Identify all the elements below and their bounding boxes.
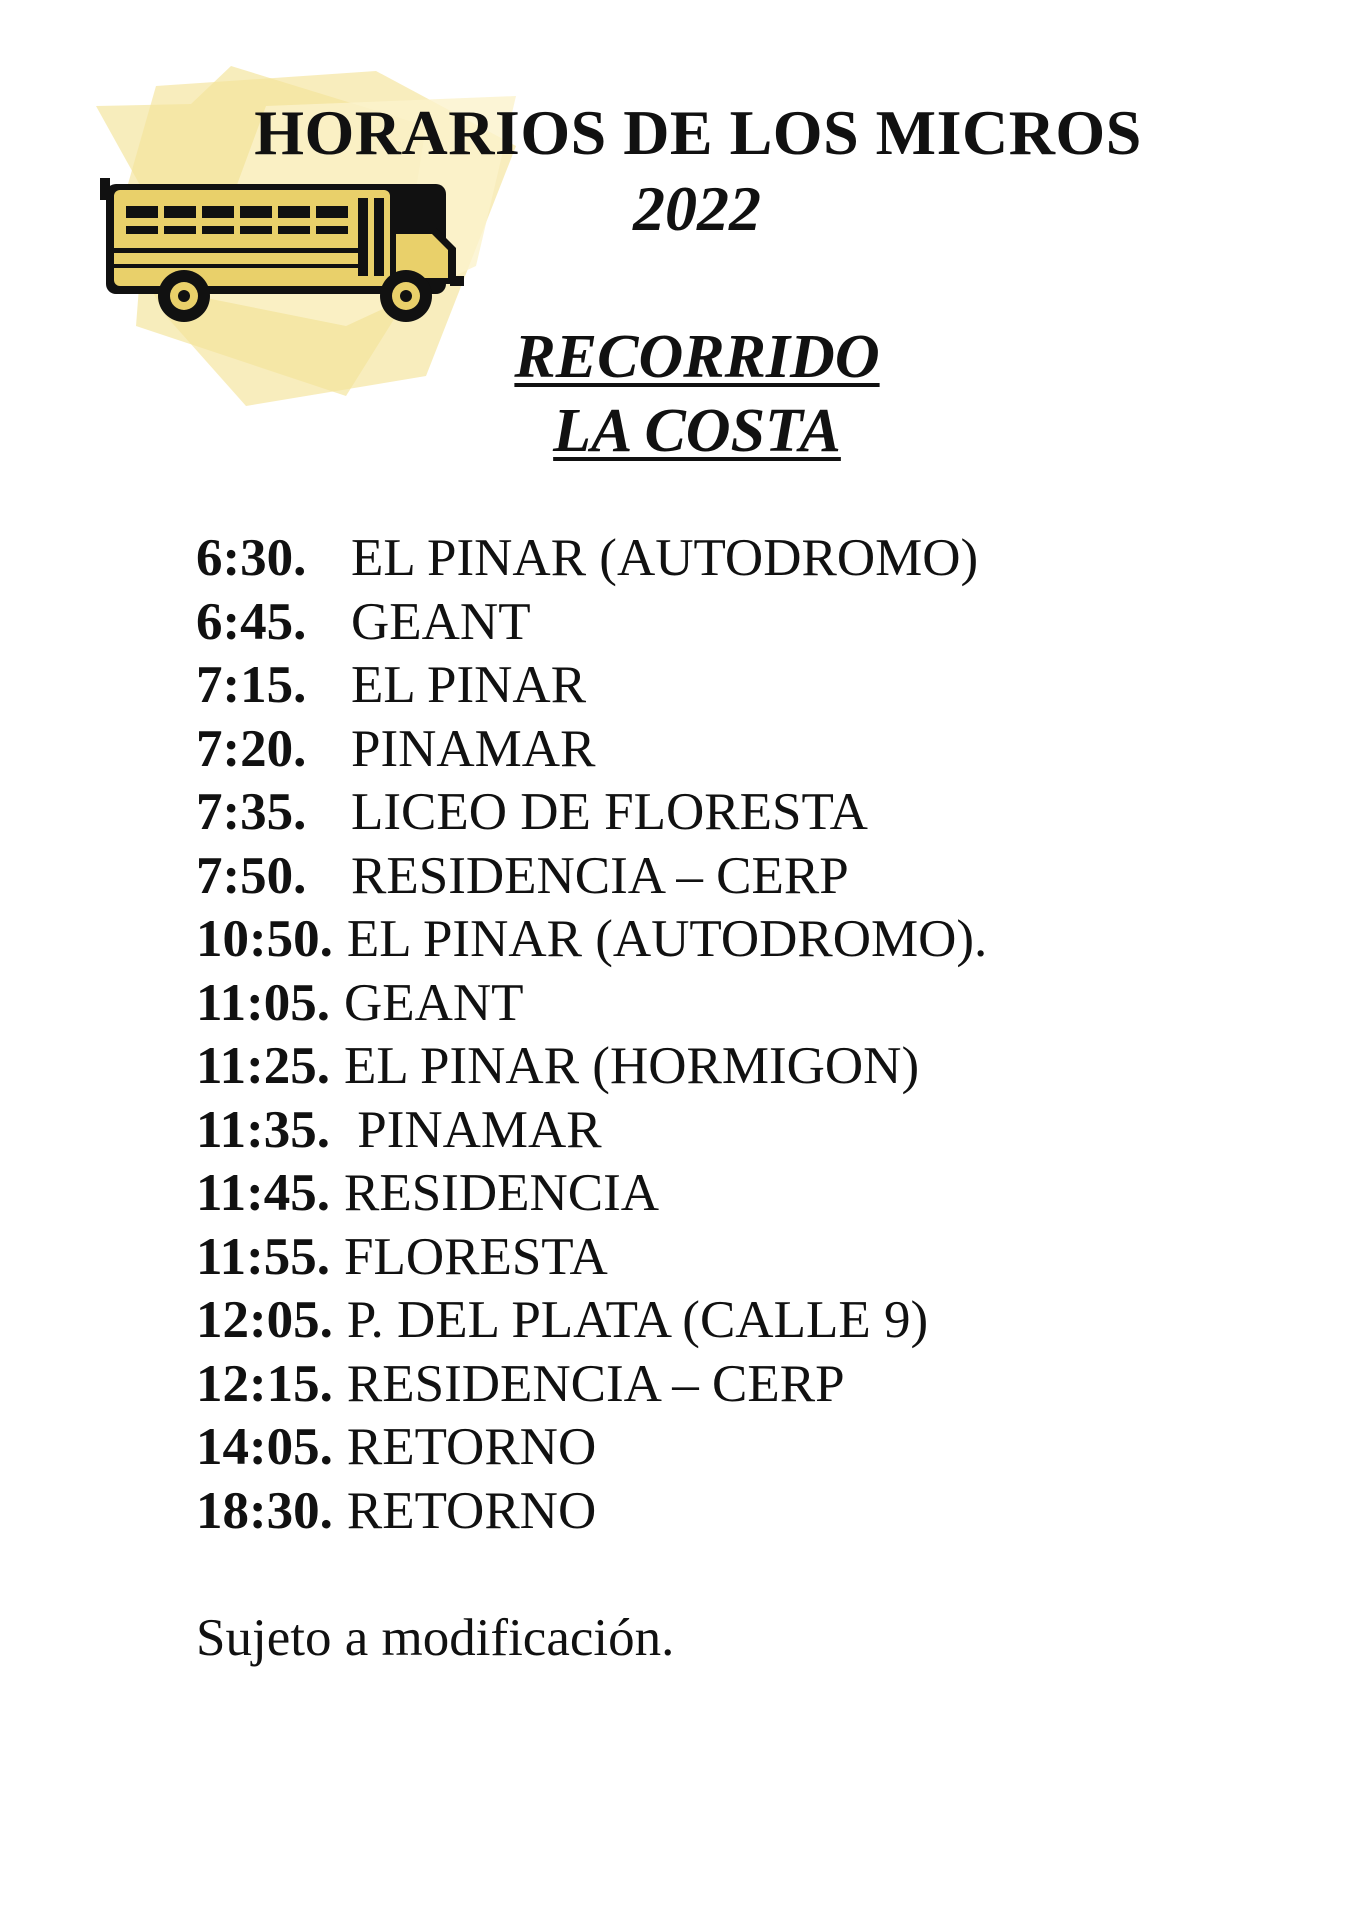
year-label: 2022 bbox=[633, 173, 761, 244]
schedule-time: 12:05. bbox=[196, 1291, 333, 1349]
schedule-row bbox=[196, 782, 987, 846]
schedule-place: RESIDENCIA – CERP bbox=[351, 846, 849, 905]
schedule-time: 6:30. bbox=[196, 529, 307, 587]
schedule-row bbox=[196, 973, 987, 1037]
schedule-place: EL PINAR bbox=[351, 656, 587, 714]
schedule-place: RETORNO bbox=[346, 1481, 597, 1540]
schedule-place: RESIDENCIA bbox=[343, 1164, 660, 1222]
schedule-place: EL PINAR (AUTODROMO). bbox=[346, 910, 988, 968]
schedule-row bbox=[196, 1163, 987, 1227]
schedule-time: 12:15. bbox=[196, 1354, 333, 1413]
schedule-row bbox=[196, 1354, 987, 1418]
schedule-row bbox=[196, 1227, 987, 1291]
schedule-place: FLORESTA bbox=[343, 1227, 608, 1286]
schedule-list bbox=[196, 528, 987, 1544]
route-title-line2: LA COSTA bbox=[553, 397, 841, 465]
schedule-row bbox=[196, 655, 987, 719]
schedule-place: EL PINAR (HORMIGON) bbox=[343, 1037, 920, 1095]
schedule-row bbox=[196, 1036, 987, 1100]
footer-note: Sujeto a modificación. bbox=[196, 1609, 675, 1667]
schedule-time: 11:55. bbox=[196, 1227, 330, 1286]
schedule-time: 6:45. bbox=[196, 592, 307, 651]
schedule-row bbox=[196, 1100, 987, 1164]
schedule-time: 7:50. bbox=[196, 846, 307, 905]
schedule-row bbox=[196, 592, 987, 656]
schedule-row bbox=[196, 846, 987, 910]
page-title: HORARIOS DE LOS MICROS bbox=[254, 97, 1142, 168]
schedule-row bbox=[196, 909, 987, 973]
schedule-time: 11:05. bbox=[196, 973, 330, 1032]
schedule-place: RESIDENCIA – CERP bbox=[346, 1354, 845, 1413]
route-title-line1: RECORRIDO bbox=[514, 323, 880, 391]
schedule-place: PINAMAR bbox=[343, 1100, 602, 1159]
schedule-time: 11:25. bbox=[196, 1037, 330, 1095]
schedule-place: LICEO DE FLORESTA bbox=[351, 783, 868, 841]
schedule-place: EL PINAR (AUTODROMO) bbox=[351, 529, 979, 587]
schedule-row bbox=[196, 1290, 987, 1354]
schedule-place: RETORNO bbox=[346, 1418, 597, 1476]
schedule-time: 18:30. bbox=[196, 1481, 333, 1540]
schedule-time: 11:35. bbox=[196, 1100, 330, 1159]
schedule-place: GEANT bbox=[351, 592, 531, 651]
schedule-time: 7:15. bbox=[196, 656, 307, 714]
schedule-time: 10:50. bbox=[196, 910, 333, 968]
schedule-time: 7:35. bbox=[196, 783, 307, 841]
schedule-time: 7:20. bbox=[196, 719, 307, 778]
schedule-row bbox=[196, 719, 987, 783]
schedule-place: PINAMAR bbox=[351, 719, 596, 778]
schedule-time: 14:05. bbox=[196, 1418, 333, 1476]
schedule-time: 11:45. bbox=[196, 1164, 330, 1222]
schedule-row bbox=[196, 1481, 987, 1545]
schedule-place: GEANT bbox=[343, 973, 524, 1032]
schedule-place: P. DEL PLATA (CALLE 9) bbox=[346, 1291, 929, 1349]
schedule-row bbox=[196, 1417, 987, 1481]
schedule-row bbox=[196, 528, 987, 592]
